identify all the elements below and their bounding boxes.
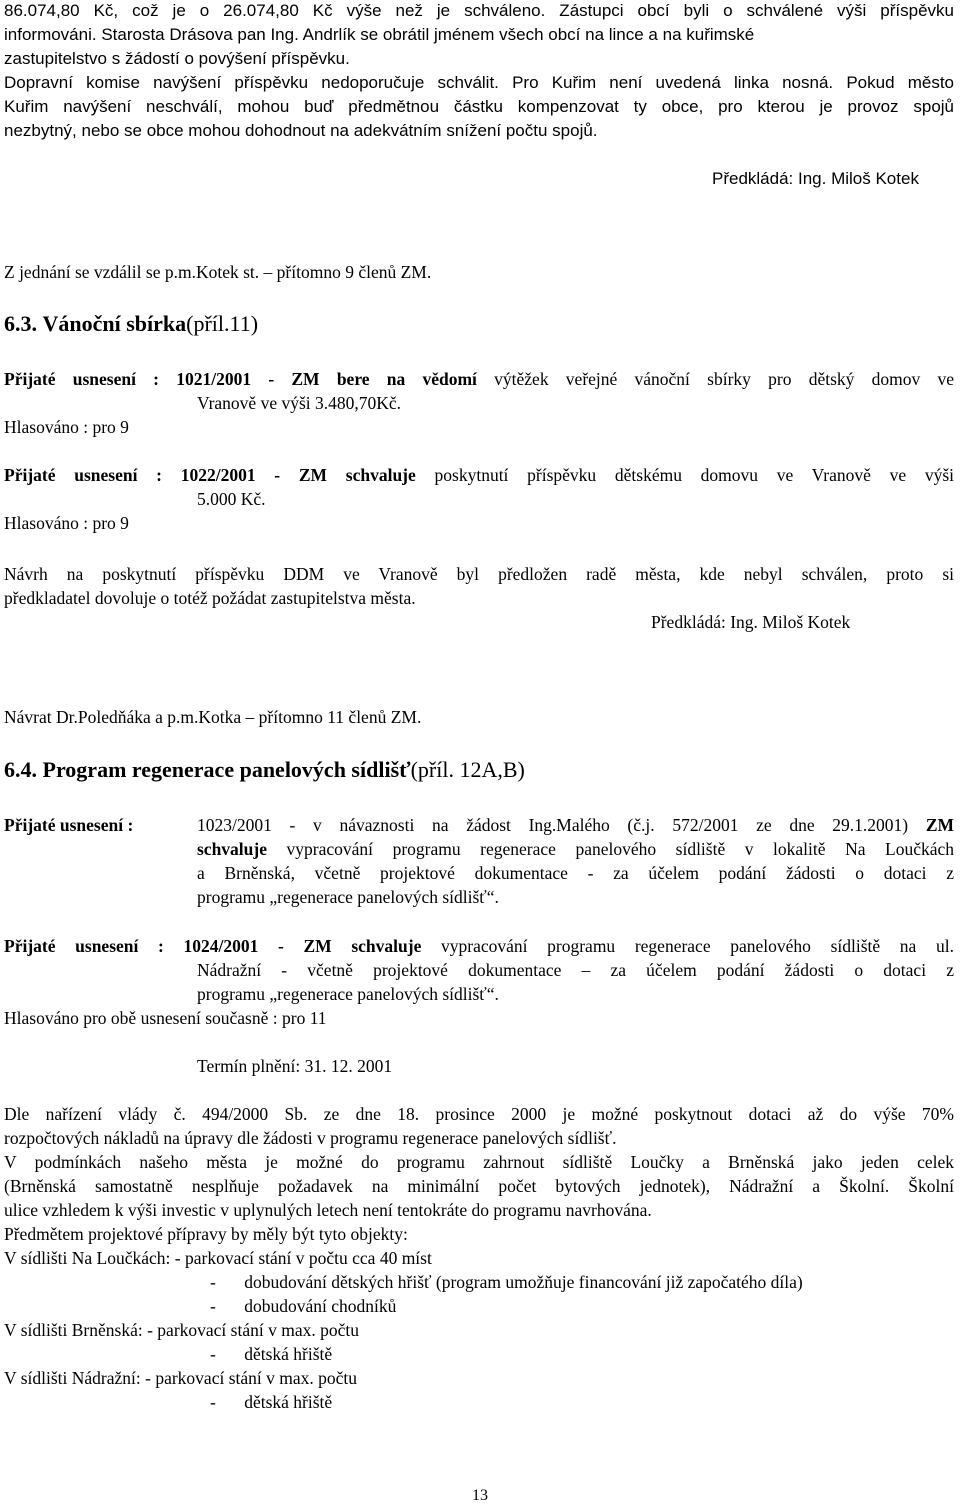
vote-result: Hlasováno pro obě usnesení současně : pro 11 xyxy=(4,1008,327,1028)
body-line: nezbytný, nebo se obce mohou dohodnout na adekvátním snížení počtu spojů. xyxy=(4,121,598,140)
object-subitem-text: dobudování dětských hřišť (program umožňuje financování již započatého díla) xyxy=(244,1272,803,1292)
body-line: Dopravní komise navýšení příspěvku nedoporučuje schválit. Pro Kuřim není uvedená linka nosná. Pokud město xyxy=(4,73,954,92)
resolution xyxy=(4,371,954,389)
body-line: V podmínkách našeho města je možné do programu zahrnout sídliště Loučky a Brněnská jako jeden celek xyxy=(4,1152,954,1172)
section-heading xyxy=(4,313,258,335)
resolution-label: Přijaté usnesení : xyxy=(4,369,159,389)
resolution-number: 1021/2001 - ZM xyxy=(176,369,320,389)
object-label: V sídlišti Brněnská: xyxy=(4,1320,143,1340)
resolution-number: 1024/2001 - xyxy=(183,936,284,956)
section-ref: (příl.11) xyxy=(186,311,259,336)
resolution-text: vypracování programu regenerace panelového sídliště v lokalitě Na Loučkách xyxy=(286,839,955,859)
attendance-note: Z jednání se vzdálil se p.m.Kotek st. – přítomno 9 členů ZM. xyxy=(4,262,432,282)
section-title: Vánoční sbírka xyxy=(42,311,187,336)
object-item: - parkovací stání v max. počtu xyxy=(145,1368,358,1388)
object-row xyxy=(4,1370,357,1388)
dash: - xyxy=(210,1296,216,1316)
resolution-line: programu „regenerace panelových sídlišť“. xyxy=(197,984,499,1004)
resolution-verb: schvaluje xyxy=(197,839,267,859)
section-ref: (příl. 12A,B) xyxy=(410,757,525,782)
body-line: zastupitelstvo s žádostí o povýšení příspěvku. xyxy=(4,49,350,68)
body-line: Dle nařízení vlády č. 494/2000 Sb. ze dne 18. prosince 2000 je možné poskytnout dotaci až do výše 70% xyxy=(4,1104,954,1124)
vote-result: Hlasováno : pro 9 xyxy=(4,417,129,437)
resolution-text: vypracování programu regenerace panelového sídliště na ul. xyxy=(441,936,954,956)
section-title: Program regenerace panelových sídlišť xyxy=(42,757,411,782)
resolution-continuation: Vranově ve výši 3.480,70Kč. xyxy=(197,393,402,413)
resolution-label: Přijaté usnesení : xyxy=(4,936,164,956)
body-line-text: informováni. Starosta Drásova pan Ing. Andrlík se obrátil jménem všech obcí na lince a na kuřimské xyxy=(4,25,755,44)
deadline: Termín plnění: 31. 12. 2001 xyxy=(197,1056,393,1076)
body-line: 86.074,80 Kč, což je o 26.074,80 Kč výše než je schváleno. Zástupci obcí byli o schválené výši příspěvku xyxy=(4,1,954,20)
object-item: - parkovací stání v počtu cca 40 míst xyxy=(174,1248,432,1268)
object-subitem xyxy=(210,1274,803,1292)
object-subitem xyxy=(210,1346,332,1364)
section-heading xyxy=(4,759,525,781)
resolution-number: 1022/2001 - ZM xyxy=(180,465,328,485)
dash: - xyxy=(210,1272,216,1292)
vote-result: Hlasováno : pro 9 xyxy=(4,513,129,533)
dash: - xyxy=(210,1344,216,1364)
object-subitem-text: dětská hřiště xyxy=(244,1344,333,1364)
resolution-verb: bere na vědomí xyxy=(336,369,477,389)
page-number: 13 xyxy=(472,1487,488,1504)
resolution-verb: ZM schvaluje xyxy=(303,936,422,956)
object-subitem xyxy=(210,1394,332,1412)
presenter: Předkládá: Ing. Miloš Kotek xyxy=(651,612,851,632)
resolution xyxy=(4,938,954,956)
resolution-verb: ZM xyxy=(925,815,955,835)
resolution-text: 1023/2001 - v návaznosti na žádost Ing.Malého (č.j. 572/2001 ze dne 29.1.2001) xyxy=(197,815,909,835)
resolution xyxy=(4,467,954,485)
resolution-line: a Brněnská, včetně projektové dokumentace - za účelem podání žádosti o dotaci z xyxy=(197,863,954,883)
body-line: předkladatel dovoluje o totéž požádat zastupitelstva města. xyxy=(4,588,416,608)
object-subitem-text: dobudování chodníků xyxy=(244,1296,397,1316)
resolution-label: Přijaté usnesení : xyxy=(4,815,134,835)
object-label: V sídlišti Na Loučkách: xyxy=(4,1248,171,1268)
attendance-note: Návrat Dr.Poledňáka a p.m.Kotka – přítomno 11 členů ZM. xyxy=(4,707,422,727)
body-line: ulice vzhledem k výši investic v uplynulých letech není tentokráte do programu navrhována. xyxy=(4,1200,652,1220)
resolution-line: programu „regenerace panelových sídlišť“. xyxy=(197,887,499,907)
resolution-continuation: 5.000 Kč. xyxy=(197,489,266,509)
body-line: Návrh na poskytnutí příspěvku DDM ve Vranově byl předložen radě města, kde nebyl schválen, proto si xyxy=(4,564,954,584)
body-line: rozpočtových nákladů na úpravy dle žádosti v programu regenerace panelových sídlišť. xyxy=(4,1128,617,1148)
object-label: V sídlišti Nádražní: xyxy=(4,1368,141,1388)
resolution-verb: schvaluje xyxy=(345,465,416,485)
resolution-label: Přijaté usnesení : xyxy=(4,465,162,485)
resolution-line: Nádražní - včetně projektové dokumentace – za účelem podání žádosti o dotaci z xyxy=(197,960,954,980)
resolution-line xyxy=(197,817,954,835)
presenter: Předkládá: Ing. Miloš Kotek xyxy=(712,169,919,188)
body-line: Předmětem projektové přípravy by měly být tyto objekty: xyxy=(4,1224,408,1244)
resolution-line xyxy=(197,841,954,859)
body-line xyxy=(4,26,954,43)
object-subitem-text: dětská hřiště xyxy=(244,1392,333,1412)
object-row xyxy=(4,1250,432,1268)
section-number: 6.3. xyxy=(4,311,37,336)
dash: - xyxy=(210,1392,216,1412)
object-item: - parkovací stání v max. počtu xyxy=(147,1320,359,1340)
section-number: 6.4. xyxy=(4,757,37,782)
object-subitem xyxy=(210,1298,396,1316)
resolution-text: výtěžek veřejné vánoční sbírky pro dětský domov ve xyxy=(494,369,954,389)
object-row xyxy=(4,1322,359,1340)
resolution-text: poskytnutí příspěvku dětskému domovu ve Vranově ve výši xyxy=(434,465,955,485)
body-line: Kuřim navýšení neschválí, mohou buď předmětnou částku kompenzovat ty obce, pro kterou je provoz spojů xyxy=(4,97,954,116)
body-line: (Brněnská samostatně nesplňuje požadavek na minimální počet bytových jednotek), Nádražní a Školní. Školní xyxy=(4,1176,954,1196)
